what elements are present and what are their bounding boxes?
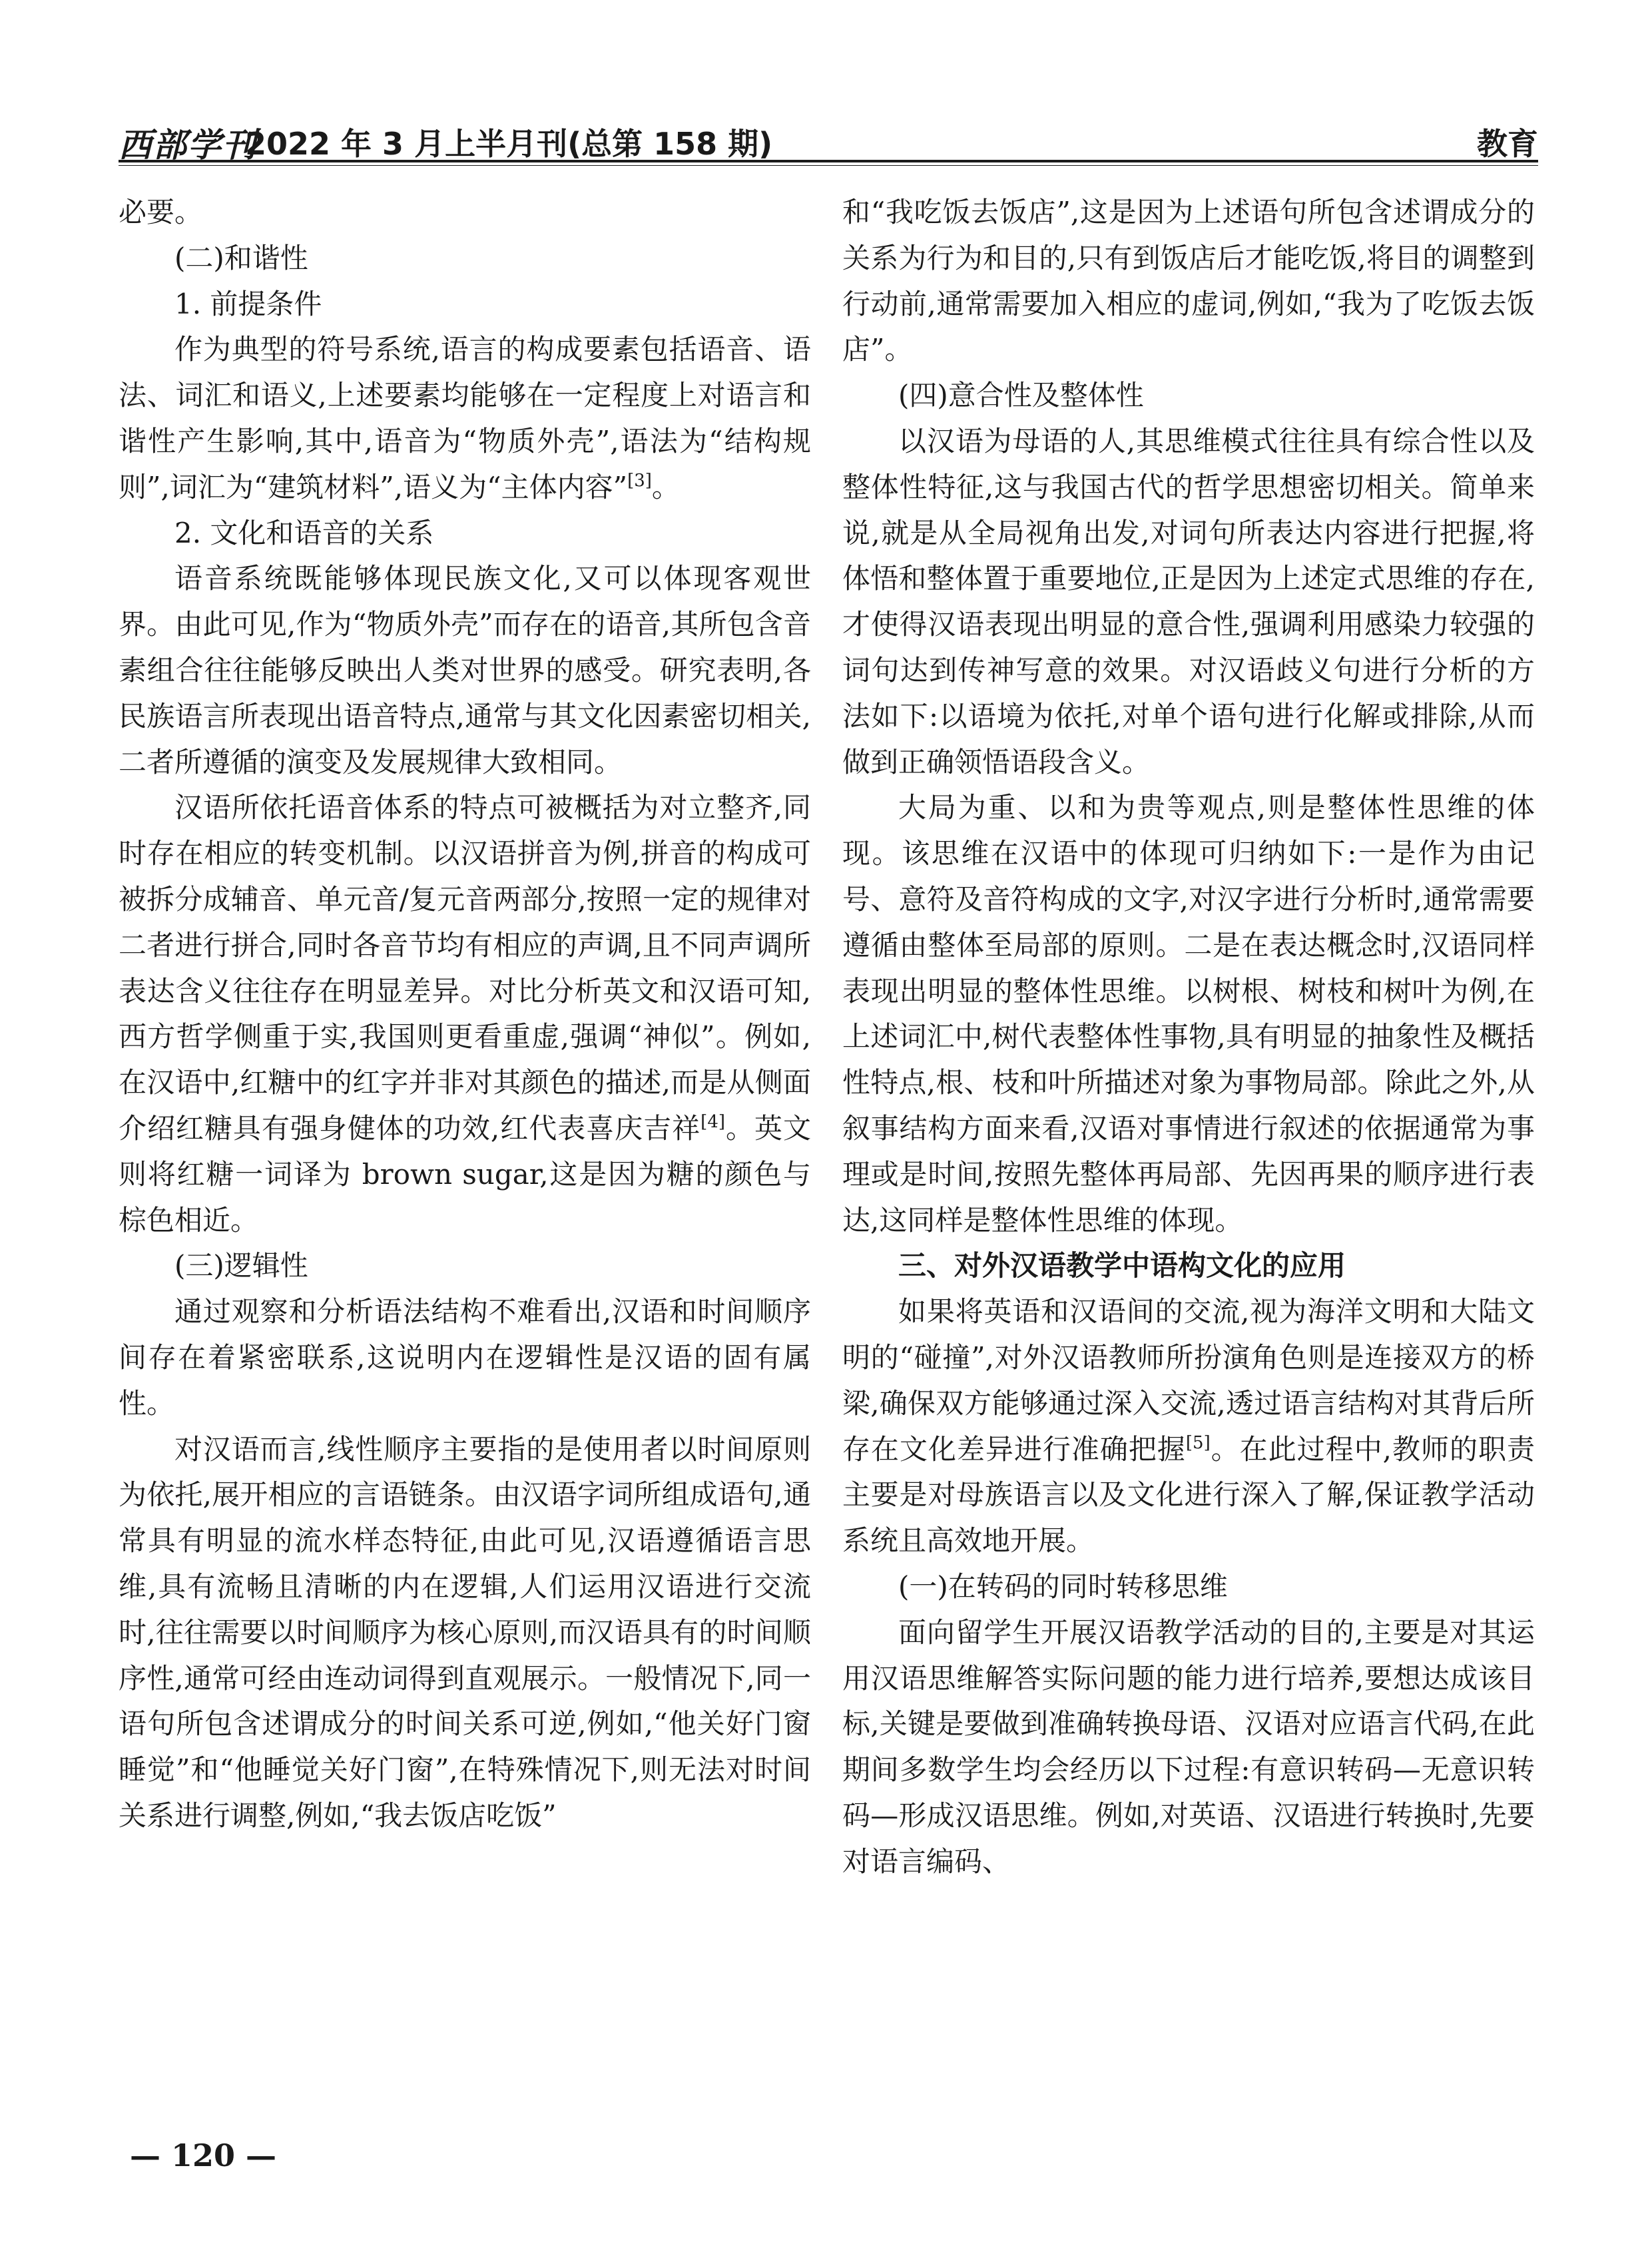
paragraph: 语音系统既能够体现民族文化,又可以体现客观世界。由此可见,作为“物质外壳”而存在的语音,其所包含音素组合往往能够反映出人类对世界的感受。研究表明,各民族语言所表现出语音特点,通常与其文化因素密切相关,二者所遵循的演变及发展规律大致相同。 — [119, 562, 811, 778]
paragraph-continuation: 和“我吃饭去饭店”,这是因为上述语句所包含述谓成分的关系为行为和目的,只有到饭店后才能吃饭,将目的调整到行动前,通常需要加入相应的虚词,例如,“我为了吃饭去饭店”。 — [842, 196, 1535, 366]
paragraph: 汉语所依托语音体系的特点可被概括为对立整齐,同时存在相应的转变机制。以汉语拼音为例,拼音的构成可被拆分成辅音、单元音/复元音两部分,按照一定的规律对二者进行拼合,同时各音节均有相应的声调,且不同声调所表达含义往往存在明显差异。对比分析英文和汉语可知,西方哲学侧重于实,我国则更看重虚,强调“神似”。例如,在汉语中,红糖中的红字并非对其颜色的描述,而是从侧面介绍红糖具有强身健体的功效,红代表喜庆吉祥[4]。英文则将红糖一词译为 brown sugar,这是因为糖的颜色与棕色相近。 — [119, 791, 811, 1237]
subsection-heading-logic: (三)逻辑性 — [174, 1249, 308, 1282]
header-rule-thin — [119, 165, 1538, 166]
paragraph: 面向留学生开展汉语教学活动的目的,主要是对其运用汉语思维解答实际问题的能力进行培养,要想达成该目标,关键是要做到准确转换母语、汉语对应语言代码,在此期间多数学生均会经历以下过程:有意识转码—无意识转码—形成汉语思维。例如,对英语、汉语进行转换时,先要对语言编码、 — [842, 1615, 1535, 1878]
subsection-heading-code-switching: (一)在转码的同时转移思维 — [898, 1569, 1228, 1603]
subsubsection-heading-preconditions: 1. 前提条件 — [174, 287, 322, 320]
paragraph: 大局为重、以和为贵等观点,则是整体性思维的体现。该思维在汉语中的体现可归纳如下:一是作为由记号、意符及音符构成的文字,对汉字进行分析时,通常需要遵循由整体至局部的原则。二是在表达概念时,汉语同样表现出明显的整体性思维。以树根、树枝和树叶为例,在上述词汇中,树代表整体性事物,具有明显的抽象性及概括性特点,根、枝和叶所描述对象为事物局部。除此之外,从叙事结构方面来看,汉语对事情进行叙述的依据通常为事理或是时间,按照先整体再局部、先因再果的顺序进行表达,这同样是整体性思维的体现。 — [842, 791, 1535, 1237]
citation-ref: [4] — [700, 1111, 726, 1132]
header-rule — [119, 160, 1538, 162]
journal-logo: 西部学刊 — [119, 125, 257, 164]
paragraph-continuation: 必要。 — [119, 196, 203, 228]
paragraph: 通过观察和分析语法结构不难看出,汉语和时间顺序间存在着紧密联系,这说明内在逻辑性是汉语的固有属性。 — [119, 1295, 811, 1420]
running-header — [119, 112, 1538, 162]
section-label: 教育 — [1477, 126, 1538, 162]
citation-ref: [3] — [627, 470, 652, 491]
paragraph: 以汉语为母语的人,其思维模式往往具有综合性以及整体性特征,这与我国古代的哲学思想密切相关。简单来说,就是从全局视角出发,对词句所表达内容进行把握,将体悟和整体置于重要地位,正是因为上述定式思维的存在,才使得汉语表现出明显的意合性,强调利用感染力较强的词句达到传神写意的效果。对汉语歧义句进行分析的方法如下:以语境为依托,对单个语句进行化解或排除,从而做到正确领悟语段含义。 — [842, 424, 1535, 778]
subsection-heading-harmony: (二)和谐性 — [174, 241, 308, 274]
citation-ref: [5] — [1185, 1432, 1211, 1453]
issue-info: 2022 年 3 月上半月刊(总第 158 期) — [245, 126, 773, 162]
subsubsection-heading-culture-phonetics: 2. 文化和语音的关系 — [174, 516, 434, 549]
left-column — [119, 190, 811, 1839]
paragraph: 如果将英语和汉语间的交流,视为海洋文明和大陆文明的“碰撞”,对外汉语教师所扮演角色则是连接双方的桥梁,确保双方能够通过深入交流,透过语言结构对其背后所存在文化差异进行准确把握[5]。在此过程中,教师的职责主要是对母族语言以及文化进行深入了解,保证教学活动系统且高效地开展。 — [842, 1295, 1535, 1557]
section-heading-application: 三、对外汉语教学中语构文化的应用 — [898, 1249, 1346, 1282]
subsection-heading-parataxis: (四)意合性及整体性 — [898, 379, 1144, 412]
paragraph: 对汉语而言,线性顺序主要指的是使用者以时间原则为依托,展开相应的言语链条。由汉语字词所组成语句,通常具有明显的流水样态特征,由此可见,汉语遵循语言思维,具有流畅且清晰的内在逻辑,人们运用汉语进行交流时,往往需要以时间顺序为核心原则,而汉语具有的时间顺序性,通常可经由连动词得到直观展示。一般情况下,同一语句所包含述谓成分的时间关系可逆,例如,“他关好门窗睡觉”和“他睡觉关好门窗”,在特殊情况下,则无法对时间关系进行调整,例如,“我去饭店吃饭” — [119, 1432, 811, 1832]
page-number: — 120 — — [130, 2137, 277, 2173]
paragraph: 作为典型的符号系统,语言的构成要素包括语音、语法、词汇和语义,上述要素均能够在一定程度上对语言和谐性产生影响,其中,语音为“物质外壳”,语法为“结构规则”,词汇为“建筑材料”,语义为“主体内容”[3]。 — [119, 333, 811, 503]
right-column — [842, 190, 1535, 1884]
